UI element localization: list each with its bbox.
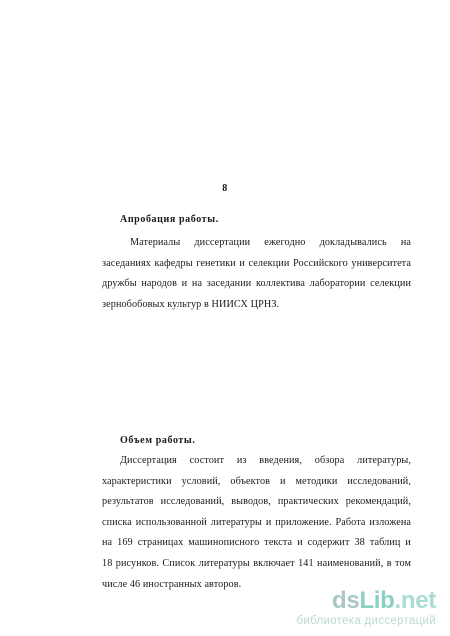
paragraph-line: характеристики условий, объектов и методики исследований,	[102, 475, 411, 487]
dslib-logo	[296, 588, 436, 614]
paragraph-line: дружбы народов и на заседании коллектива лаборатории селекции	[102, 278, 411, 290]
section-volume	[102, 434, 411, 595]
paragraph-line: заседаниях кафедры генетики и селекции Российского университета	[102, 257, 411, 269]
dslib-tagline: библиотека диссертаций	[296, 615, 436, 627]
logo-lib: Lib	[359, 587, 395, 614]
page-number: 8	[222, 183, 228, 194]
section-approbation	[102, 213, 411, 315]
section-heading: Апробация работы.	[120, 214, 219, 225]
paragraph-line: числе 46 иностранных авторов.	[102, 578, 242, 590]
section-paragraph	[102, 451, 411, 595]
paragraph-line: Материалы диссертации ежегодно докладывались на	[130, 237, 411, 248]
paragraph-line: Диссертация состоит из введения, обзора литературы,	[120, 455, 411, 466]
logo-ds: ds	[332, 587, 360, 614]
logo-net: .net	[394, 587, 436, 614]
paragraph-line: на 169 страницах машинописного текста и содержит 38 таблиц и	[102, 537, 411, 549]
section-heading: Объем работы.	[120, 435, 196, 446]
paragraph-line: списка использованной литературы и приложение. Работа изложена	[102, 516, 411, 528]
paragraph-line: зернобобовых культур в НИИСХ ЦРНЗ.	[102, 298, 280, 310]
paragraph-line: 18 рисунков. Список литературы включает 141 наименований, в том	[102, 557, 411, 569]
dslib-watermark[interactable]	[296, 588, 436, 628]
section-paragraph	[102, 233, 411, 315]
paragraph-line: результатов исследований, выводов, практических рекомендаций,	[102, 496, 411, 508]
